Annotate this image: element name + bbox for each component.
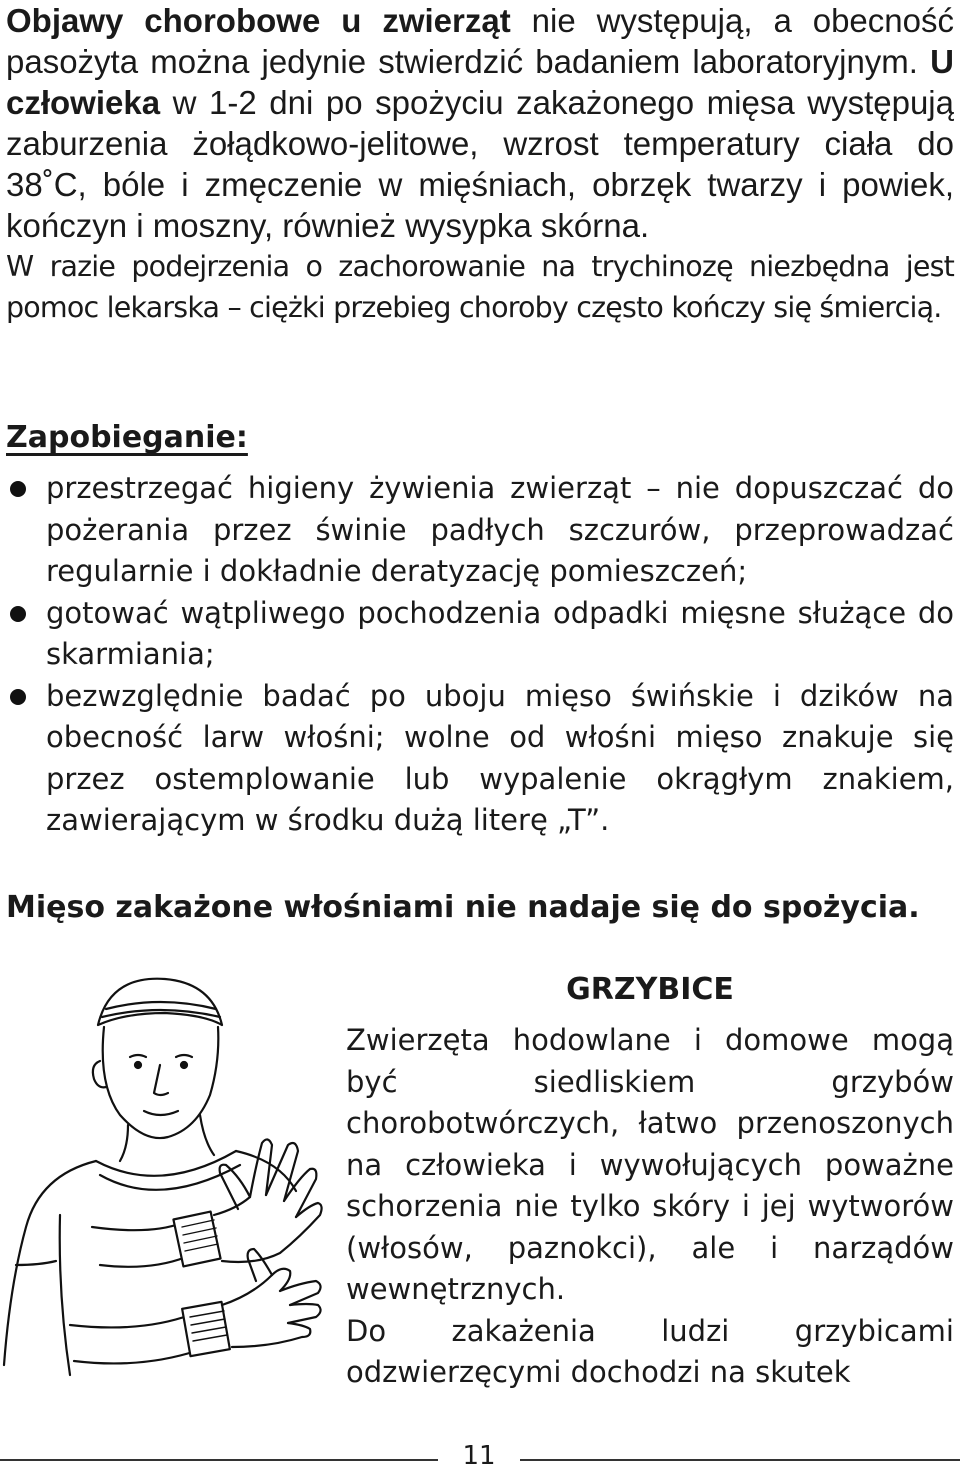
prevention-list: [0, 468, 960, 842]
human-lead: U człowieka: [6, 43, 954, 121]
list-item: przestrzegać higieny żywienia zwierząt – nie dopuszczać do pożerania przez świnie padłych szczurów, przeprowadzać regularnie i dokładnie deratyzację pomieszczeń;: [0, 468, 960, 593]
list-item: bezwzględnie badać po uboju mięso świńskie i dzików na obecność larw włośni; wolne od włośni mięso znakuje się przez ostemplowanie lub wypalenie okrągłym znakiem, zawierającym w środku dużą literę „T”.: [0, 676, 960, 842]
section-title-fungi: GRZYBICE: [566, 972, 734, 1007]
warning-statement: Mięso zakażone włośniami nie nadaje się do spożycia.: [6, 890, 920, 925]
list-item: gotować wątpliwego pochodzenia odpadki mięsne służące do skarmiania;: [0, 593, 960, 676]
bullet-icon: [10, 689, 26, 705]
man-with-gloves-icon: [0, 965, 330, 1385]
bullet-icon: [10, 481, 26, 497]
animals-text: nie występują, a obecność pasożyta można jedynie stwierdzić badaniem laboratoryjnym.: [6, 2, 954, 80]
footer-rule-left: [0, 1459, 438, 1461]
page-number: 11: [462, 1441, 496, 1471]
footer-rule-right: [520, 1459, 960, 1461]
bullet-icon: [10, 606, 26, 622]
symptoms-paragraph: [6, 0, 954, 246]
medical-help-paragraph: W razie podejrzenia o zachorowanie na trychinozę niezbędna jest pomoc lekarska – ciężki przebieg choroby często kończy się śmiercią.: [6, 250, 954, 324]
human-text: w 1-2 dni po spożyciu zakażonego mięsa występują zaburzenia żołądkowo-jelitowe, wzrost temperatury ciała do 38˚C, bóle i zmęczenie w mięśniach, obrzęk twarzy i powiek, kończyn i moszny, również wysypka skórna.: [6, 84, 954, 244]
animals-lead: Objawy chorobowe u zwierząt: [6, 2, 511, 39]
fungi-paragraph: Zwierzęta hodowlane i domowe mogą być siedliskiem grzybów chorobotwórczych, łatwo przenoszonych na człowieka i wywołujących poważne schorzenia nie tylko skóry i jej wytworów (włosów, paznokci), ale i narządów wewnętrznych. Do zakażenia ludzi grzybicami odzwierzęcymi dochodzi na skutek: [346, 1023, 954, 1389]
prevention-heading: Zapobieganie:: [6, 420, 248, 455]
